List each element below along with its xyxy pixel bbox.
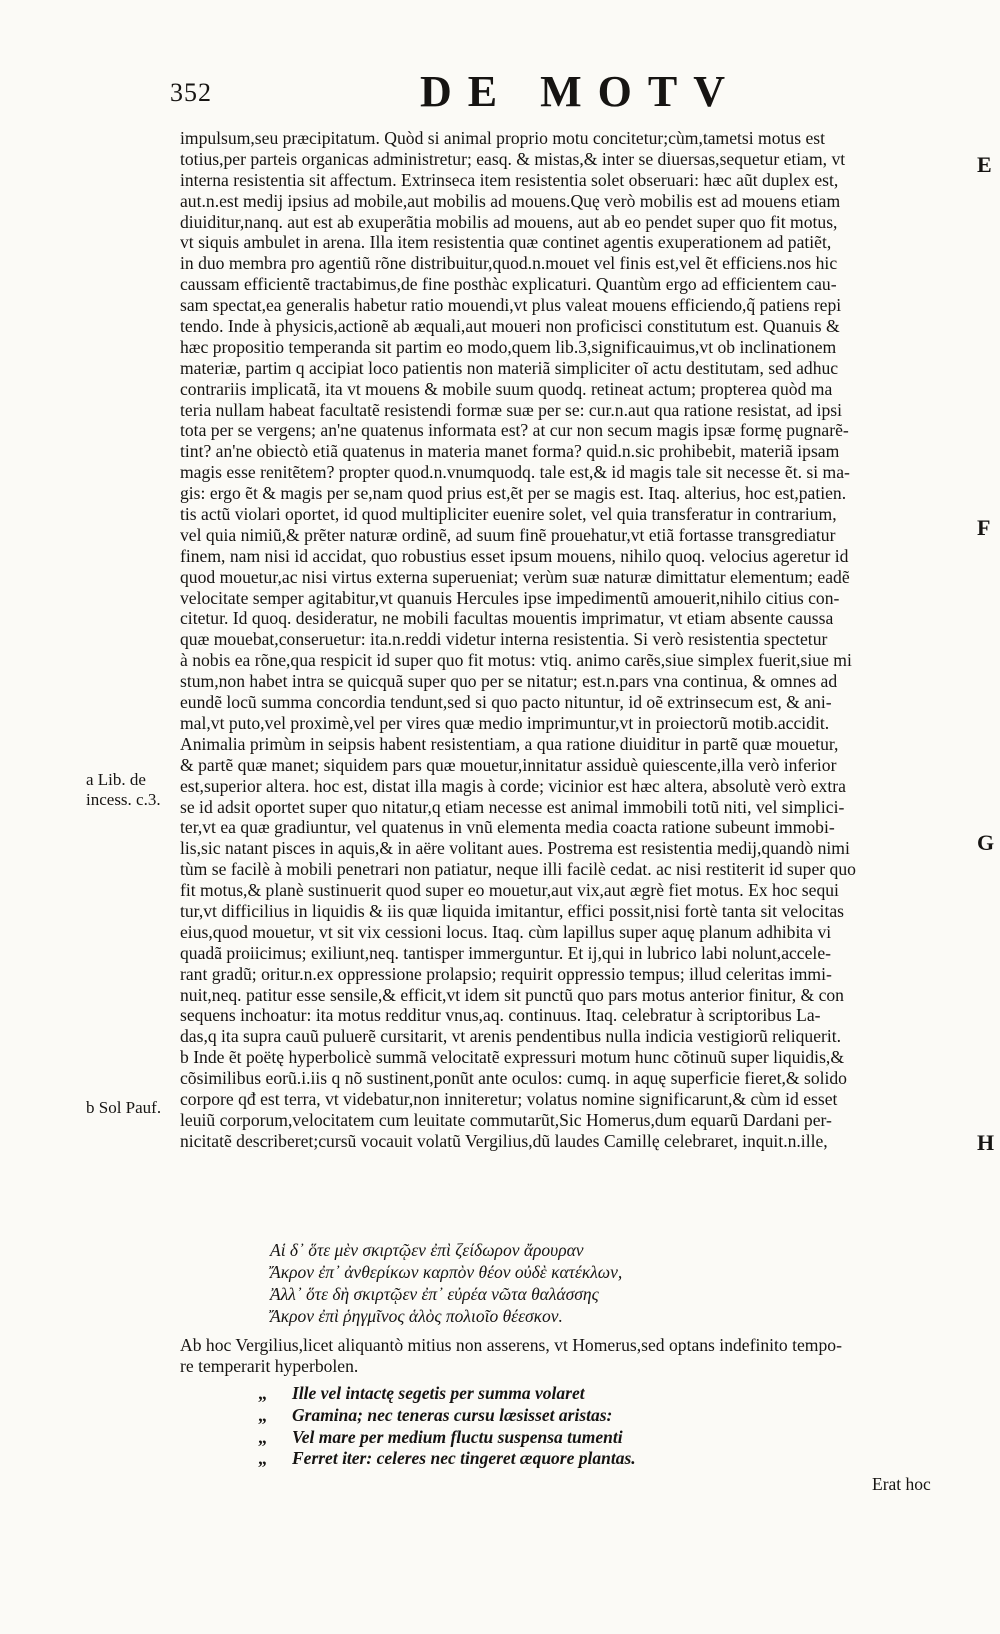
quote-marker: „ <box>258 1448 267 1469</box>
greek-line: Αἱ δ᾽ ὅτε μὲν σκιρτῷεν ἐπὶ ζείδωρον ἄρουραν <box>270 1240 584 1260</box>
section-letter-f: F <box>977 515 991 540</box>
text-line: quod mouetur,ac nisi virtus externa superueniat; verùm suæ naturæ dimittatur elementum; eadẽ <box>180 566 850 587</box>
text-line: leuiũ corporum,velocitatem cum leuitate commutarũt,Sic Homerus,dum equarũ Dardani per- <box>180 1109 832 1130</box>
text-line: b Inde ẽt poëtę hyperbolicè summã velocitatẽ expressuri motum hunc cõtinuũ super liquidis,& <box>180 1047 845 1068</box>
text-line <box>180 1173 960 1194</box>
text-line: Ab hoc Vergilius,licet aliquantò mitius non asserens, vt Homerus,sed optans indefinito tempo- <box>180 1335 842 1355</box>
text-line: Animalia primùm in seipsis habent resistentiam, a qua ratione diuiditur in partẽ quæ mouetur, <box>180 733 839 754</box>
text-line: nuit,neq. patitur esse sensile,& efficit,vt idem sit punctũ quo pars motus anterior finitur, & con <box>180 984 844 1005</box>
text-line: totius,per parteis organicas administretur; easq. & mistas,& inter se diuersas,sequetur etiam, vt <box>180 148 846 169</box>
text-line: eius,quod mouetur, vt sit vix cessioni locus. Itaq. cùm lapillus super aquę planum adhibita vi <box>180 921 832 942</box>
marginal-note-a-line: a Lib. de <box>86 770 146 789</box>
page-number: 352 <box>170 78 212 107</box>
verse-text: Vel mare per medium fluctu suspensa tumenti <box>292 1426 623 1447</box>
marginal-note-a-line: incess. c.3. <box>86 790 161 809</box>
text-line: caussam efficientẽ tractabimus,de fine posthàc explicaturi. Quantùm ergo ad efficientem cau- <box>180 274 837 295</box>
text-line: teria nullam habeat facultatẽ resistendi formæ suæ per se: cur.n.aut qua ratione resistat, ad ipsi <box>180 399 842 420</box>
greek-line: Ἄκρον ἐπ᾽ ἀνθερίκων καρπὸν θέον οὐδὲ κατέκλων, <box>270 1262 623 1282</box>
greek-line: Ἀλλ᾽ ὅτε δὴ σκιρτῷεν ἐπ᾽ εὐρέα νῶτα θαλάσσης <box>270 1284 599 1304</box>
marginal-note-b: b Sol Pauf. <box>86 1098 162 1117</box>
text-line: vel quia nimiũ,& prẽter naturæ ordinẽ, ad suum finẽ prouehatur,vt etiã fortasse transgrediatur <box>180 524 836 545</box>
verse-line <box>258 1427 938 1449</box>
text-line: tis actũ violari oportet, id quod multipliciter euenire solet, vel quia transferatur in contrarium, <box>180 504 837 525</box>
text-line <box>180 1152 960 1173</box>
text-line: ter,vt ea quæ gradiuntur, vel quatenus in vnũ elementa media coacta ratione subeunt immobi- <box>180 817 835 838</box>
text-line: est,superior altera. hoc est, distat illa magis à corde; vicinior est hæc altera, absolutè verò extra <box>180 775 846 796</box>
catchword: Erat hoc <box>872 1474 931 1494</box>
text-line: hæc propositio temperanda sit partim eo modo,quem lib.3,significauimus,vt ob inclinationem <box>180 336 837 357</box>
text-line: tendo. Inde à physicis,actionẽ ab æquali,aut moueri non proficisci constitutum est. Quanuis & <box>180 316 840 337</box>
text-line: quæ mouebat,conseruetur: ita.n.reddi videtur interna resistentia. Si verò resistentia spectetur <box>180 629 828 650</box>
text-line: das,q ita supra cauũ puluerẽ cursitarit, vt arenis pendentibus nulla indicia vestigiorũ reliquerit. <box>180 1026 842 1047</box>
section-letter-e: E <box>977 152 992 177</box>
text-line: tint? an'ne obiectò etiã quatenus in materia manet forma? quid.n.sic prohibebit, materiã ipsam <box>180 441 840 462</box>
text-line: impulsum,seu præcipitatum. Quòd si animal proprio motu concitetur;cùm,tametsi motus est <box>180 128 826 148</box>
text-line: vt siquis ambulet in arena. Illa item resistentia quæ continet agentis exuperationem ad patiẽt, <box>180 232 832 253</box>
text-line: gis: ergo ẽt & magis per se,nam quod prius est,ẽt per se magis est. Itaq. alterius, hoc est,patien. <box>180 483 847 504</box>
verse-line <box>258 1383 938 1405</box>
text-line: mal,vt puto,vel proximè,vel per vires quæ medio imprimuntur,vt in proiectorũ motib.accidit. <box>180 712 830 733</box>
quote-marker: „ <box>258 1426 267 1447</box>
text-line: interna resistentia sit affectum. Extrinseca item resistentia solet obseruari: hæc aũt duplex est, <box>180 169 839 190</box>
text-line: sequens inchoatur: ita motus redditur vnus,aq. continuus. Itaq. celebratur à scriptoribus La- <box>180 1005 821 1026</box>
text-line: eundẽ locũ summa concordia tendunt,sed si quo pacto nituntur, id oẽ extrinsecum est, & ani- <box>180 692 832 713</box>
text-line: rant gradũ; oritur.n.ex oppressione prolapsio; requirit oppressio tempus; illud celeritas immi- <box>180 963 832 984</box>
main-text-block <box>180 128 960 1193</box>
text-line: in duo membra pro agentiũ rõne distribuitur,quod.n.mouet vel finis est,vel ẽt efficiens.nos hic <box>180 253 838 274</box>
text-line: aut.n.est medij ipsius ad mobile,aut mobilis ad mouens.Quę verò mobilis est ad mouens etiam <box>180 190 841 211</box>
verse-text: Gramina; nec teneras cursu læsisset aristas: <box>292 1404 613 1425</box>
text-line: sam spectat,ea generalis habetur ratio mouendi,vt plus valeat mouens efficiendo,q̃ patiens repi <box>180 295 842 316</box>
text-line: corpore qđ est terra, vt videbatur,non inniteretur; volatus nomine significarunt,& cùm id esset <box>180 1088 838 1109</box>
text-line: re temperarit hyperbolen. <box>180 1355 359 1376</box>
text-line: finem, nam nisi id accidat, quo robustius esset ipsum mouens, nihilo quoq. velocius ageretur id <box>180 545 849 566</box>
text-line: cõsimilibus eorũ.i.iis q nõ sustinent,ponũt ante oculos: cumq. in aquę superficie fieret,& solido <box>180 1068 847 1089</box>
greek-line: Ἄκρον ἐπὶ ῥηγμῖνος ἁλὸς πολιοῖο θέεσκον. <box>270 1306 563 1326</box>
verse-text: Ille vel intactę segetis per summa volaret <box>292 1383 585 1403</box>
text-line: nicitatẽ describeret;cursũ vocauit volatũ Vergilius,dũ laudes Camillę celebraret, inquit.n.ille, <box>180 1130 828 1151</box>
vergil-verse-quotation <box>258 1383 938 1470</box>
text-line: velocitate semper agitabitur,vt quanuis Hercules ipse impedimentũ amouerit,nihilo citius con- <box>180 587 840 608</box>
text-line: fit motus,& planè sustinuerit quod super eo mouetur,aut vix,aut ægrè fiet motus. Ex hoc sequi <box>180 880 839 901</box>
text-line: tùm se facilè à mobili penetrari non patiatur, neque illi facilè cedat. ac nisi restiterit id super quo <box>180 859 856 880</box>
text-line: se id adsit oportet super quo nitatur,q etiam necesse est animal immobili totũ niti, vel simplici- <box>180 796 845 817</box>
text-line: tota per se vergens; an'ne quatenus informata est? at cur non secum magis ipsæ formę pugnarẽ- <box>180 420 849 441</box>
section-letter-g: G <box>977 830 995 855</box>
text-line: à nobis ea rõne,qua respicit id super quo fit motus: vtiq. animo carẽs,siue simplex fuerit,siue mi <box>180 650 852 671</box>
text-line: stum,non habet intra se quicquã super quo per se nitatur; est.n.pars vna continua, & omnes ad <box>180 671 838 692</box>
text-line: contrariis implicatã, ita vt mouens & mobile suum quodq. retineat actum; propterea quòd ma <box>180 378 833 399</box>
verse-text: Ferret iter: celeres nec tingeret æquore plantas. <box>292 1448 636 1469</box>
text-line: citetur. Id quoq. desideratur, ne mobili facultas mouentis imprimatur, vt etiam absente caussa <box>180 608 834 629</box>
commentary-block <box>180 1335 960 1377</box>
text-line: lis,sic natant pisces in aquis,& in aëre volitant aues. Postrema est resistentia medij,quandò nimi <box>180 838 850 859</box>
verse-line <box>258 1405 938 1427</box>
text-line: & partẽ quæ manet; siquidem pars quæ mouetur,innitatur assiduè quiescente,illa verò inferior <box>180 754 837 775</box>
quote-marker: „ <box>258 1383 267 1403</box>
running-title: DE MOTV <box>420 67 741 116</box>
text-line: magis esse renitẽtem? propter quod.n.vnumquodq. tale est,& id magis tale sit necesse ẽt. si ma- <box>180 462 850 483</box>
greek-quotation <box>180 1239 940 1327</box>
verse-line <box>258 1448 938 1470</box>
text-line: tur,vt difficilius in liquidis & iis quæ liquida imitantur, effici possit,nisi fortè tanta sit velocitas <box>180 900 844 921</box>
quote-marker: „ <box>258 1404 267 1425</box>
section-letter-h: H <box>977 1130 995 1155</box>
text-line: quadã proiicimus; exiliunt,neq. tantisper immerguntur. Et ij,qui in lubrico labi nolunt,accele- <box>180 942 831 963</box>
text-line: diuiditur,nanq. aut est ab exuperãtia mobilis ad mouens, aut ab eo pendet super quo fit motus, <box>180 211 838 232</box>
text-line: materiæ, partim q accipiat loco patientis non materiã simpliciter oĩ actu destitutam, sed adhuc <box>180 357 839 378</box>
